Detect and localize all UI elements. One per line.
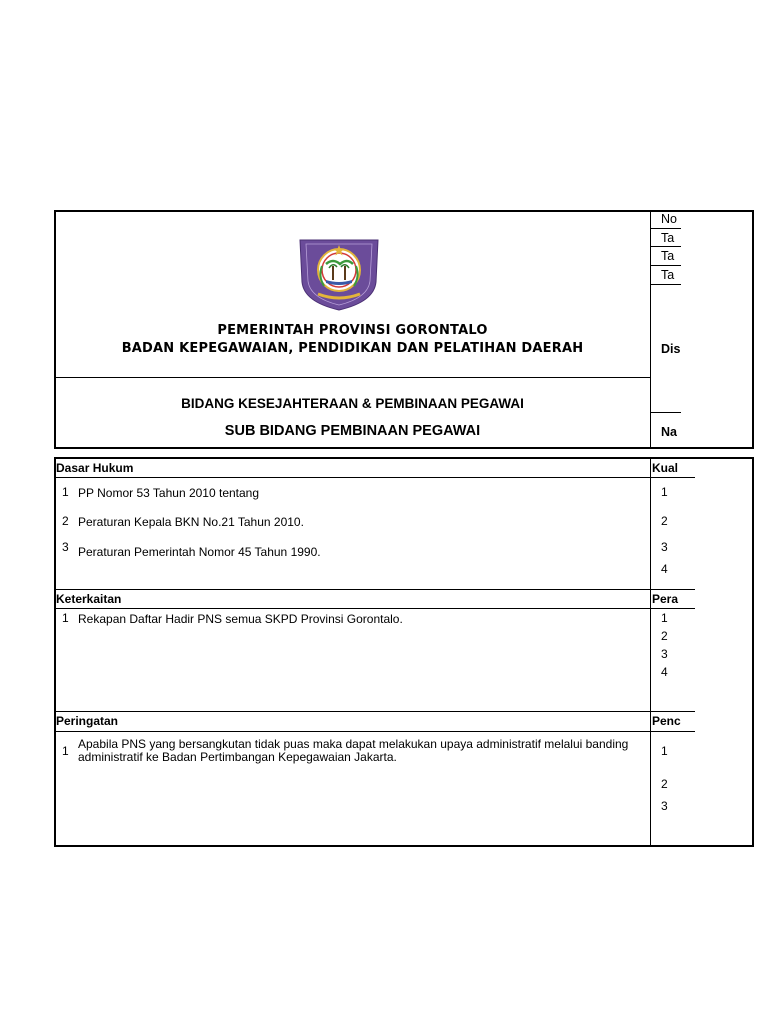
pera-number: 2: [661, 629, 668, 643]
right-label-dis: Dis: [661, 342, 681, 356]
penc-heading: Penc: [652, 714, 681, 728]
dasar-hukum-item: PP Nomor 53 Tahun 2010 tentang: [78, 486, 260, 500]
pera-number: 1: [661, 611, 668, 625]
right-label-na: Na: [661, 425, 677, 439]
pera-number: 3: [661, 647, 668, 661]
penc-number: 3: [661, 799, 668, 813]
list-item-number: 1: [62, 485, 69, 499]
header-title-line2: BADAN KEPEGAWAIAN, PENDIDIKAN DAN PELATIHAN DAERAH: [121, 341, 584, 356]
dasar-hukum-heading: Dasar Hukum: [56, 461, 134, 475]
pera-number: 4: [661, 665, 668, 679]
content-divider-vertical: [650, 458, 651, 846]
header-divider-horizontal: [55, 377, 651, 378]
list-item-number: 3: [62, 540, 69, 554]
kual-number: 3: [661, 540, 668, 554]
right-label-no: No: [661, 212, 677, 226]
dasar-hukum-item: Peraturan Pemerintah Nomor 45 Tahun 1990.: [78, 545, 321, 559]
penc-number: 2: [661, 777, 668, 791]
pera-heading: Pera: [652, 592, 679, 606]
kual-number: 4: [661, 562, 668, 576]
list-item-number: 2: [62, 514, 69, 528]
keterkaitan-heading: Keterkaitan: [56, 592, 122, 606]
list-item-number: 1: [62, 611, 69, 625]
kual-number: 1: [661, 485, 668, 499]
sub-bidang-title: SUB BIDANG PEMBINAAN PEGAWAI: [224, 423, 481, 439]
gorontalo-crest-icon: [296, 236, 382, 312]
right-label-ta-1: Ta: [661, 231, 675, 245]
peringatan-item: Apabila PNS yang bersangkutan tidak puas maka dapat melakukan upaya administratif melalui banding administratif ke Badan Pertimbangan Kepegawaian Jakarta.: [78, 737, 629, 764]
right-label-ta-2: Ta: [661, 249, 675, 263]
penc-number: 1: [661, 744, 668, 758]
dasar-hukum-item: Peraturan Kepala BKN No.21 Tahun 2010.: [78, 515, 304, 529]
list-item-number: 1: [62, 744, 69, 758]
kual-heading: Kual: [652, 461, 679, 475]
right-label-ta-3: Ta: [661, 268, 675, 282]
header-title-line1: PEMERINTAH PROVINSI GORONTALO: [217, 323, 488, 338]
peringatan-heading: Peringatan: [56, 714, 119, 728]
bidang-title: BIDANG KESEJAHTERAAN & PEMBINAAN PEGAWAI: [181, 396, 524, 411]
keterkaitan-item: Rekapan Daftar Hadir PNS semua SKPD Provinsi Gorontalo.: [78, 612, 403, 626]
kual-number: 2: [661, 514, 668, 528]
